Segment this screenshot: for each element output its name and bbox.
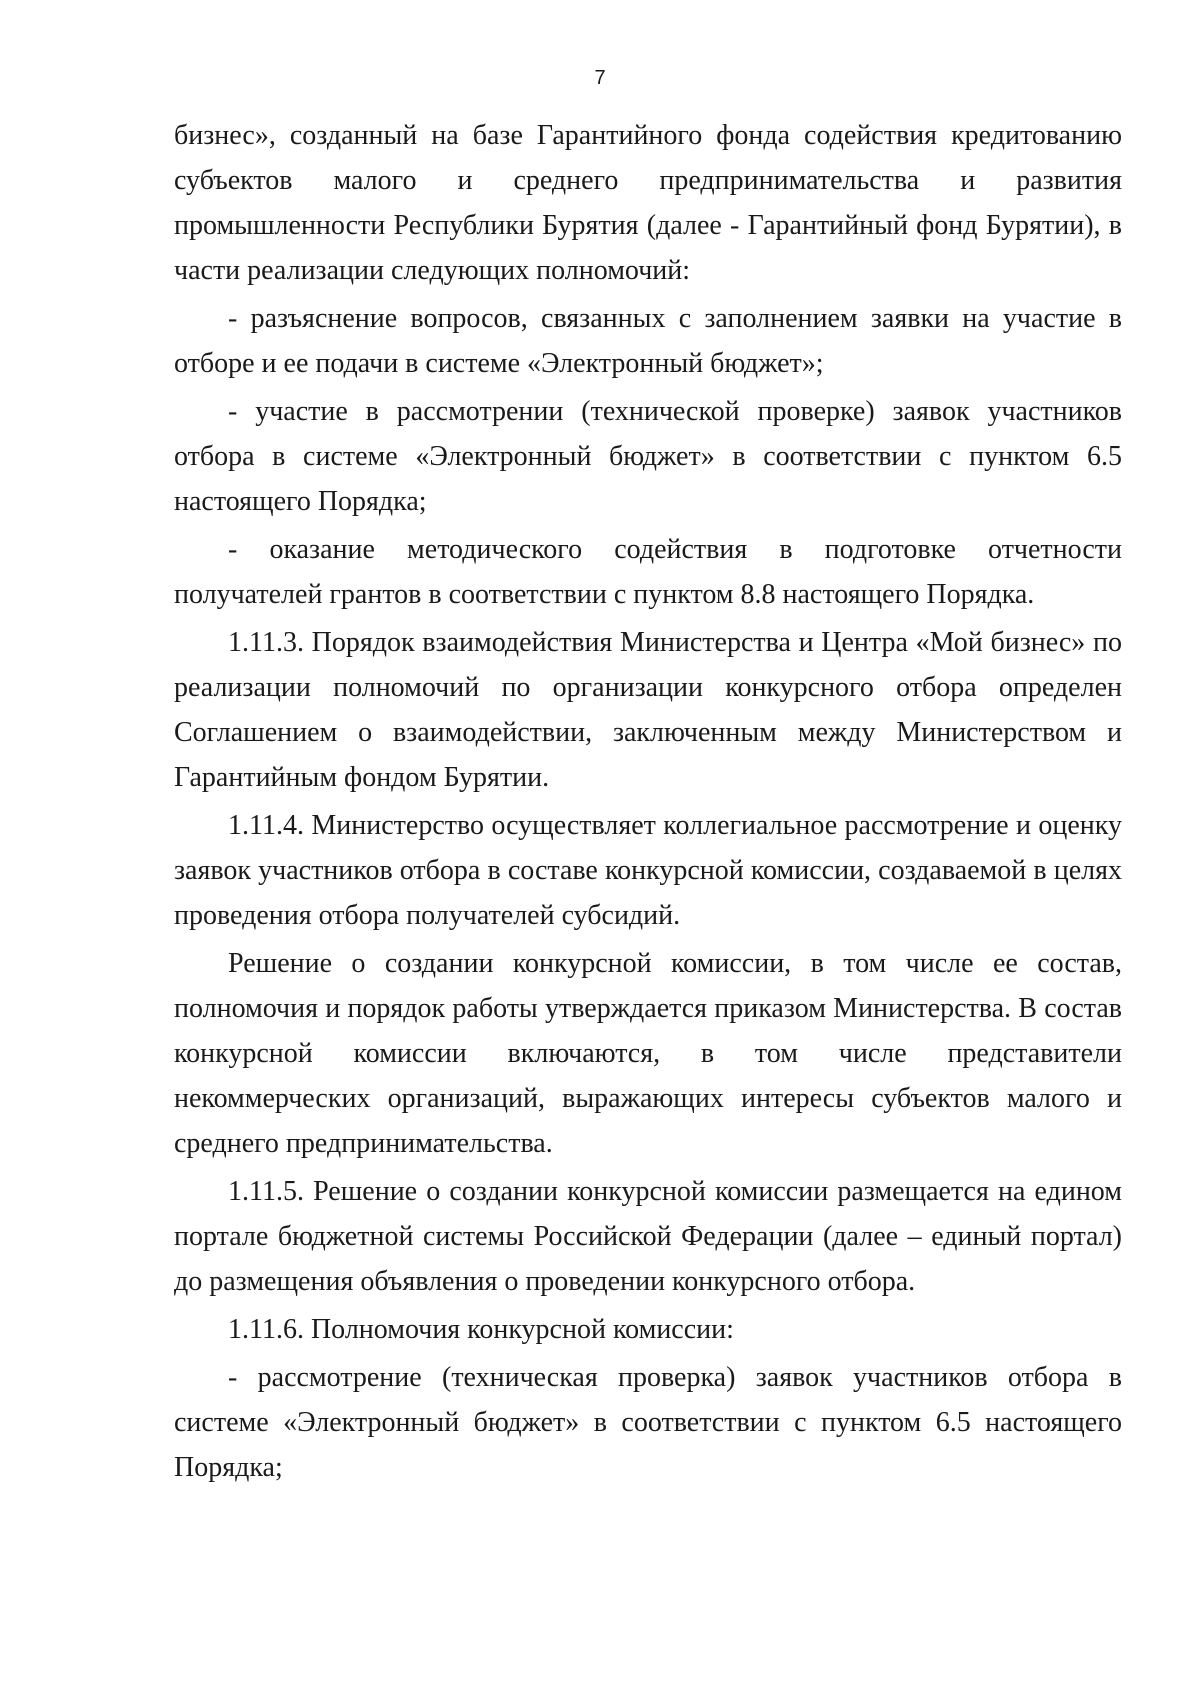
- document-body: [174, 113, 1122, 1490]
- paragraph-2: - разъяснение вопросов, связанных с заполнением заявки на участие в отборе и ее подачи в системе «Электронный бюджет»;: [174, 303, 1122, 379]
- paragraph-10: - рассмотрение (техническая проверка) заявок участников отбора в системе «Электронный бюджет» в соответствии с пунктом 6.5 настоящего Порядка;: [174, 1362, 1122, 1483]
- paragraph-5: 1.11.3. Порядок взаимодействия Министерства и Центра «Мой бизнес» по реализации полномочий по организации конкурсного отбора определен Соглашением о взаимодействии, заключенным между Министерством и Гарантийным фондом Бурятии.: [174, 627, 1122, 793]
- paragraph-7: Решение о создании конкурсной комиссии, в том числе ее состав, полномочия и порядок работы утверждается приказом Министерства. В состав конкурсной комиссии включаются, в том числе представители некоммерческих организаций, выражающих интересы субъектов малого и среднего предпринимательства.: [174, 948, 1122, 1159]
- paragraph-3: - участие в рассмотрении (технической проверке) заявок участников отбора в системе «Электронный бюджет» в соответствии с пунктом 6.5 настоящего Порядка;: [174, 396, 1122, 517]
- paragraph-9: 1.11.6. Полномочия конкурсной комиссии:: [228, 1314, 734, 1345]
- paragraph-4: - оказание методического содействия в подготовке отчетности получателей грантов в соответствии с пунктом 8.8 настоящего Порядка.: [174, 534, 1122, 610]
- paragraph-1: бизнес», созданный на базе Гарантийного фонда содействия кредитованию субъектов малого и среднего предпринимательства и развития промышленности Республики Бурятия (далее - Гарантийный фонд Бурятии), в части реализации следующих полномочий:: [174, 120, 1122, 286]
- page-number: 7: [594, 67, 606, 89]
- paragraph-8: 1.11.5. Решение о создании конкурсной комиссии размещается на едином портале бюджетной системы Российской Федерации (далее – единый портал) до размещения объявления о проведении конкурсного отбора.: [174, 1176, 1122, 1297]
- paragraph-6: 1.11.4. Министерство осуществляет коллегиальное рассмотрение и оценку заявок участников отбора в составе конкурсной комиссии, создаваемой в целях проведения отбора получателей субсидий.: [174, 810, 1122, 931]
